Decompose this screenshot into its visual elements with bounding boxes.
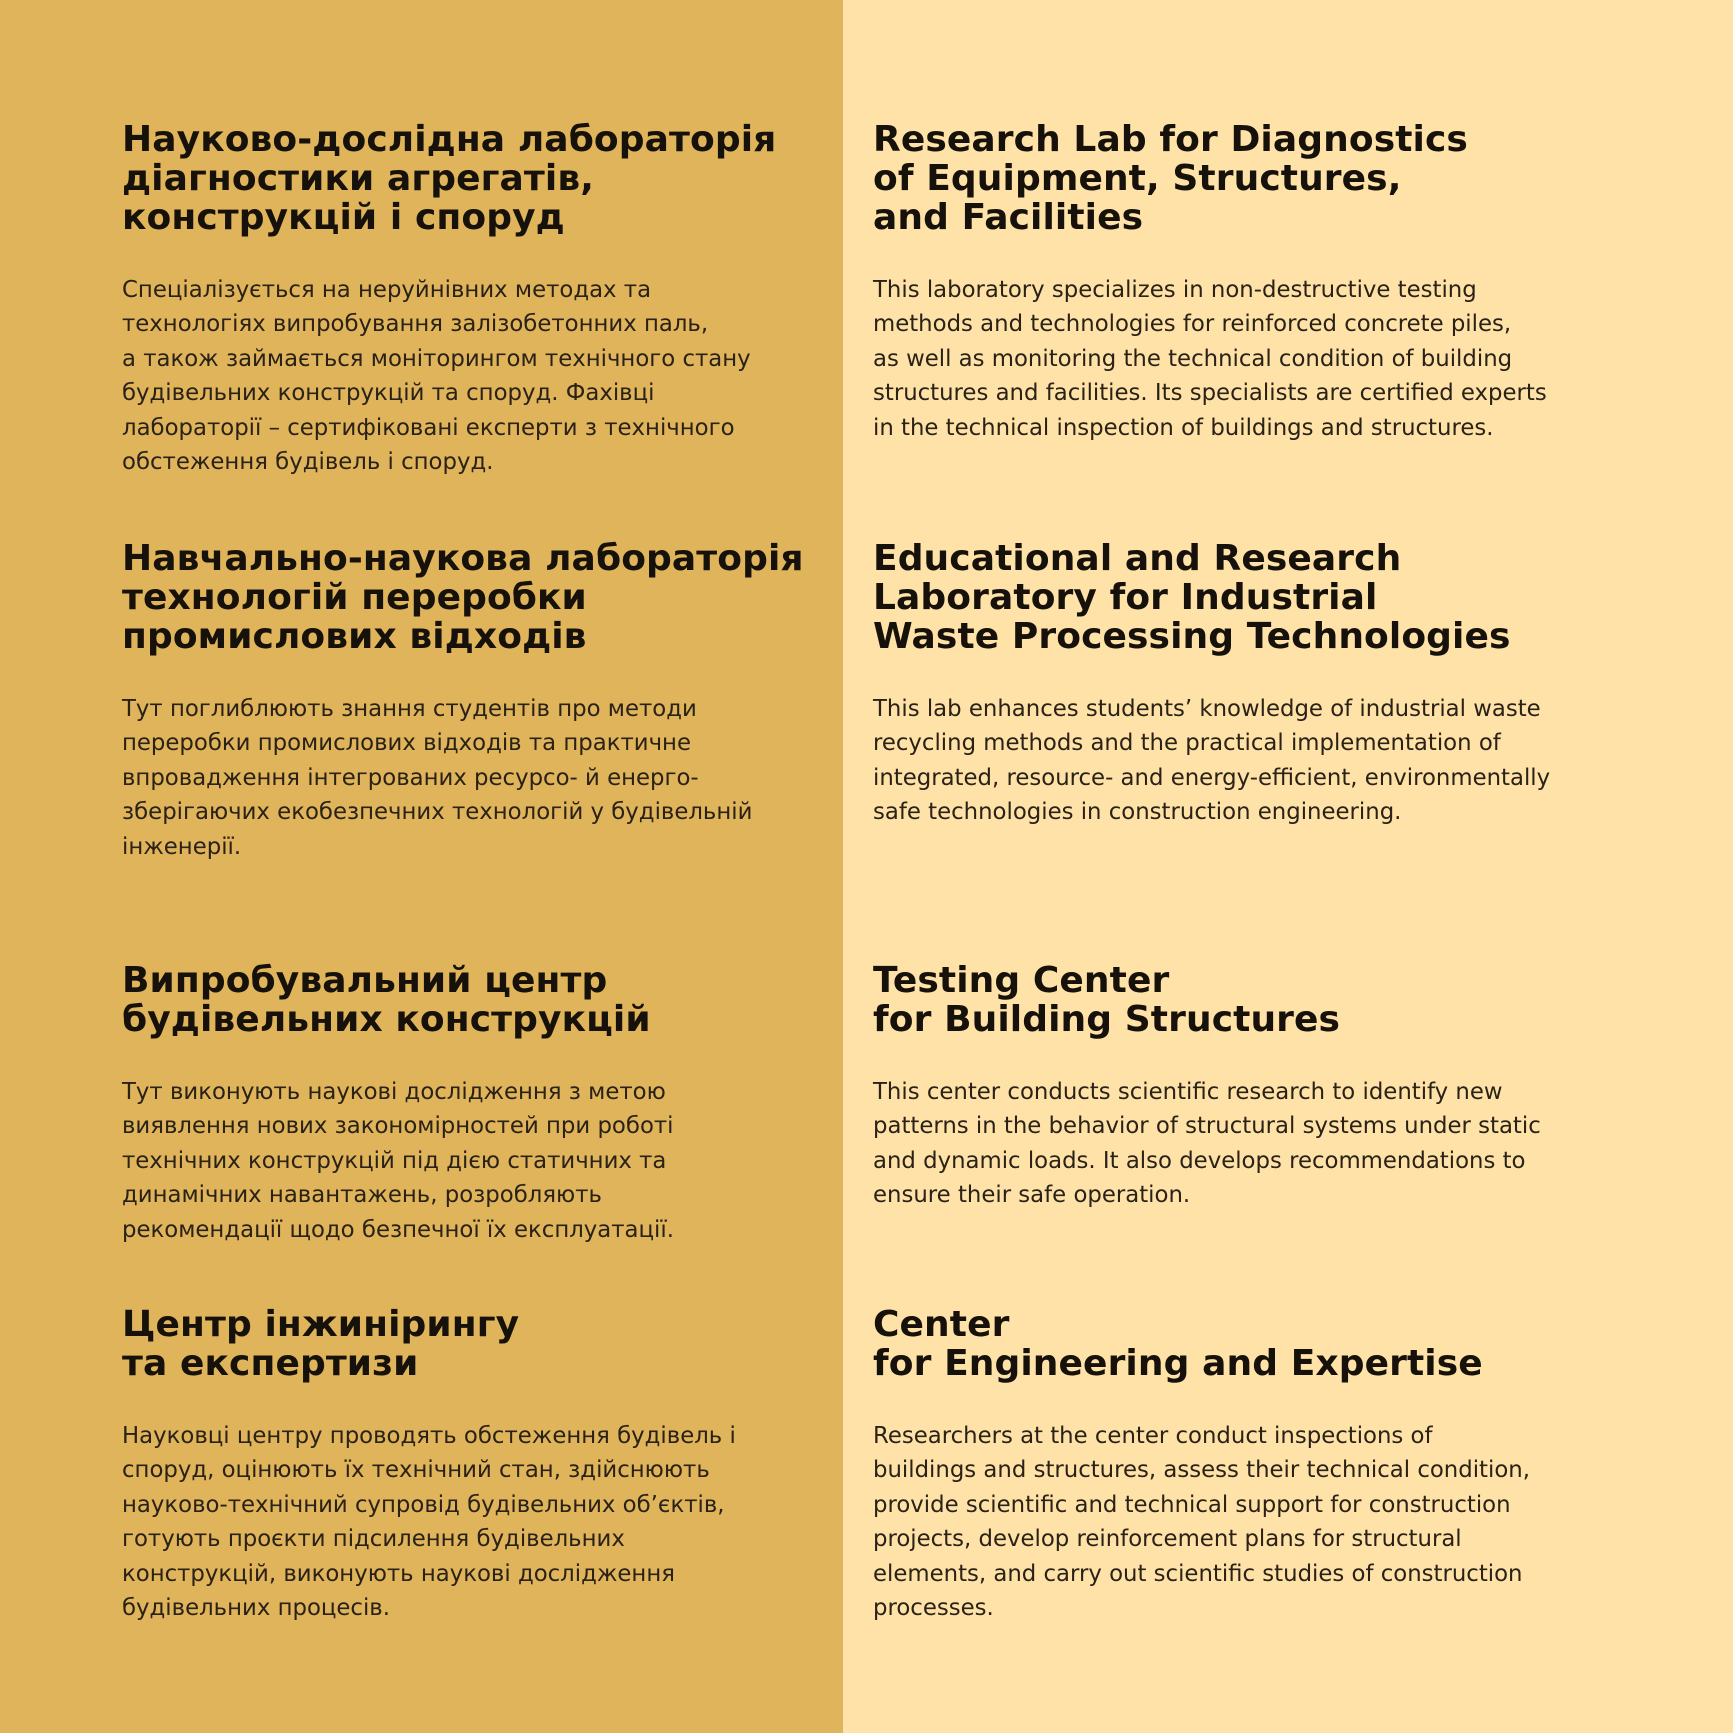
body-line: provide scientific and technical support for construction [873, 1491, 1511, 1518]
body-line: будівельних процесів. [122, 1595, 390, 1622]
body-line: and dynamic loads. It also develops recommendations to [873, 1147, 1526, 1174]
section-description [122, 1075, 822, 1247]
lab-diagnostics-en [873, 120, 1573, 445]
body-line: технічних конструкцій під дією статичних та [122, 1147, 667, 1174]
body-line: зберігаючих екобезпечних технологій у будівельній [122, 799, 753, 826]
body-line: технологіях випробування залізобетонних паль, [122, 311, 709, 338]
lab-diagnostics-uk [122, 120, 822, 479]
section-title [873, 120, 1573, 237]
body-line: elements, and carry out scientific studies of construction [873, 1560, 1523, 1587]
testing-center-en [873, 961, 1573, 1213]
body-line: науково-технічний супровід будівельних об’єктів, [122, 1491, 725, 1518]
body-line: готують проєкти підсилення будівельних [122, 1526, 625, 1553]
body-line: інженерії. [122, 833, 242, 860]
body-line: Тут виконують наукові дослідження з метою [122, 1079, 666, 1105]
body-line: впровадження інтегрованих ресурсо- й енерго- [122, 764, 699, 791]
lab-waste-processing-uk [122, 539, 822, 864]
body-line: рекомендації щодо безпечної їх експлуатації. [122, 1216, 674, 1243]
body-line: recycling methods and the practical implementation of [873, 730, 1501, 757]
body-line: This center conducts scientific research to identify new [873, 1079, 1503, 1105]
title-line: Навчально-наукова лабораторія [122, 538, 804, 579]
title-line: діагностики агрегатів, [122, 158, 594, 199]
body-line: This laboratory specializes in non-destructive testing [873, 277, 1477, 303]
body-line: patterns in the behavior of structural systems under static [873, 1113, 1541, 1140]
title-line: of Equipment, Structures, [873, 158, 1402, 199]
title-line: Науково-дослідна лабораторія [122, 119, 777, 160]
title-line: будівельних конструкцій [122, 999, 651, 1040]
section-description [122, 273, 822, 479]
body-line: обстеження будівель і споруд. [122, 449, 494, 476]
body-line: processes. [873, 1595, 994, 1622]
body-line: buildings and structures, assess their technical condition, [873, 1457, 1530, 1484]
title-line: та експертизи [122, 1343, 419, 1384]
title-line: for Engineering and Expertise [873, 1343, 1483, 1384]
body-line: This lab enhances students’ knowledge of industrial waste [873, 696, 1541, 722]
body-line: споруд, оцінюють їх технічний стан, здійснюють [122, 1457, 710, 1484]
title-line: Research Lab for Diagnostics [873, 119, 1468, 160]
ukrainian-column [0, 0, 843, 1733]
title-line: Waste Processing Technologies [873, 616, 1511, 657]
body-line: as well as monitoring the technical condition of building [873, 345, 1513, 372]
body-line: structures and facilities. Its specialists are certified experts [873, 380, 1547, 407]
section-title [122, 120, 822, 237]
title-line: Educational and Research [873, 538, 1402, 579]
engineering-center-en [873, 1305, 1573, 1625]
title-line: Центр інжинірингу [122, 1304, 520, 1345]
english-column [843, 0, 1733, 1733]
title-line: for Building Structures [873, 999, 1341, 1040]
body-line: конструкцій, виконують наукові дослідження [122, 1560, 675, 1587]
section-title [122, 961, 822, 1039]
section-title [873, 961, 1573, 1039]
title-line: промислових відходів [122, 616, 587, 657]
title-line: Випробувальний центр [122, 960, 608, 1001]
title-line: технологій переробки [122, 577, 587, 618]
body-line: projects, develop reinforcement plans for structural [873, 1526, 1462, 1553]
title-line: Laboratory for Industrial [873, 577, 1378, 618]
section-description [873, 273, 1573, 445]
body-line: лабораторії – сертифіковані експерти з технічного [122, 414, 735, 441]
section-description [122, 1419, 822, 1625]
body-line: methods and technologies for reinforced concrete piles, [873, 311, 1512, 338]
body-line: Спеціалізується на неруйнівних методах та [122, 277, 652, 303]
section-description [873, 1419, 1573, 1625]
body-line: safe technologies in construction engineering. [873, 799, 1402, 826]
section-description [873, 1075, 1573, 1213]
section-title [122, 1305, 822, 1383]
lab-waste-processing-en [873, 539, 1573, 830]
section-title [873, 1305, 1573, 1383]
body-line: in the technical inspection of buildings and structures. [873, 414, 1494, 441]
body-line: будівельних конструкцій та споруд. Фахівці [122, 380, 655, 407]
title-line: Testing Center [873, 960, 1170, 1001]
section-title [873, 539, 1573, 656]
section-title [122, 539, 822, 656]
title-line: Center [873, 1304, 1010, 1345]
body-line: integrated, resource- and energy-efficient, environmentally [873, 764, 1551, 791]
body-line: Researchers at the center conduct inspections of [873, 1423, 1433, 1449]
body-line: виявлення нових закономірностей при роботі [122, 1113, 674, 1140]
testing-center-uk [122, 961, 822, 1247]
body-line: динамічних навантажень, розробляють [122, 1182, 602, 1209]
body-line: Тут поглиблюють знання студентів про методи [122, 696, 697, 722]
section-description [873, 692, 1573, 830]
body-line: Науковці центру проводять обстеження будівель і [122, 1423, 736, 1449]
body-line: ensure their safe operation. [873, 1182, 1191, 1209]
title-line: конструкцій і споруд [122, 197, 565, 238]
title-line: and Facilities [873, 197, 1144, 238]
engineering-center-uk [122, 1305, 822, 1625]
body-line: переробки промислових відходів та практичне [122, 730, 691, 757]
body-line: а також займається моніторингом технічного стану [122, 345, 751, 372]
section-description [122, 692, 822, 864]
